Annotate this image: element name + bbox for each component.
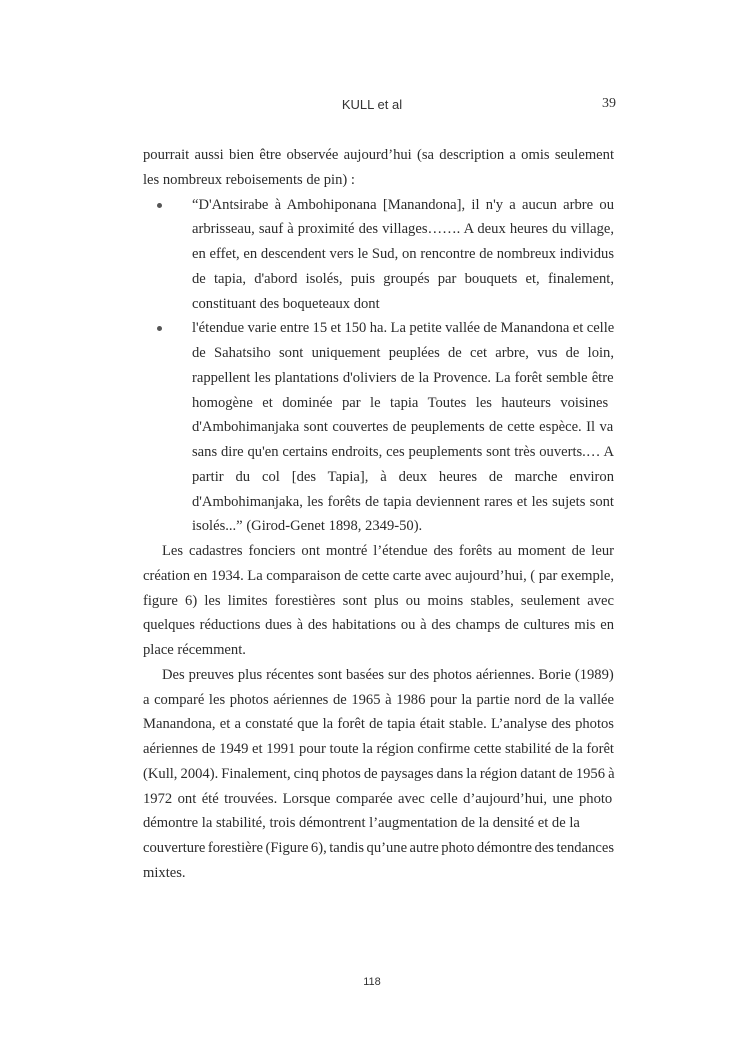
footer-page-number: 118: [363, 976, 381, 988]
text-line: les nombreux reboisements de pin) :: [143, 171, 355, 188]
text-line: Manandona, et a constaté que la forêt de tapia était stable. L’analyse des photos: [143, 716, 614, 733]
text-line: a comparé les photos aériennes de 1965 à 1986 pour la partie nord de la vallée: [143, 691, 614, 708]
text-line: sans dire qu'en certains endroits, ces peuplements sont très ouverts.… A: [192, 444, 614, 460]
text-line: Des preuves plus récentes sont basées sur des photos aériennes. Borie (1989): [162, 666, 614, 683]
text-line: arbrisseau, sauf à proximité des villages……. A deux heures du village,: [192, 221, 614, 238]
text-line: (Kull, 2004). Finalement, cinq photos de paysages dans la région datant de 1956 à: [143, 765, 615, 782]
bullet-icon: [157, 326, 162, 331]
text-line: de tapia, d'abord isolés, puis groupés par bouquets et, finalement,: [192, 270, 614, 287]
text-line: démontre la stabilité, trois démontrent l’augmentation de la densité et de la: [143, 815, 580, 832]
text-line: “D'Antsirabe à Ambohiponana [Manandona], il n'y a aucun arbre ou: [192, 196, 614, 213]
text-line: pourrait aussi bien être observée aujourd’hui (sa description a omis seulement: [143, 147, 614, 163]
text-line: d'Ambohimanjaka, les forêts de tapia deviennent rares et les sujets sont: [192, 493, 614, 510]
text-line: partir du col [des Tapia], à deux heures de marche environ: [192, 468, 614, 485]
text-line: l'étendue varie entre 15 et 150 ha. La petite vallée de Manandona et celle: [192, 320, 615, 337]
text-line: Les cadastres fonciers ont montré l’étendue des forêts au moment de leur: [162, 543, 614, 559]
text-line: homogène et dominée par le tapia Toutes les hauteurs voisines: [192, 394, 609, 411]
bullet-icon: [157, 203, 162, 208]
text-line: couverture forestière (Figure 6), tandis qu’une autre photo démontre des tendances: [143, 840, 614, 856]
text-line: création en 1934. La comparaison de cette carte avec aujourd’hui, ( par exemple,: [143, 567, 614, 584]
journal-page-number: 39: [602, 96, 616, 111]
text-line: aériennes de 1949 et 1991 pour toute la région confirme cette stabilité de la forêt: [143, 741, 614, 757]
text-line: mixtes.: [143, 864, 186, 881]
text-line: 1972 ont été trouvées. Lorsque comparée avec celle d’aujourd’hui, une photo: [143, 790, 613, 807]
text-line: quelques réductions dues à des habitations ou à des champs de cultures mis en: [143, 617, 614, 634]
text-line: d'Ambohimanjaka sont couvertes de peuplements de cette espèce. Il va: [192, 419, 614, 436]
text-line: constituant des boqueteaux dont: [192, 295, 380, 312]
text-line: isolés...” (Girod-Genet 1898, 2349-50).: [192, 518, 423, 535]
text-line: place récemment.: [143, 642, 246, 658]
text-line: rappellent les plantations d'oliviers de la Provence. La forêt semble être: [192, 369, 614, 386]
text-line: en effet, en descendent vers le Sud, on rencontre de nombreux individus: [192, 246, 614, 262]
text-line: de Sahatsiho sont uniquement peuplées de cet arbre, vus de loin,: [192, 345, 614, 361]
running-header: KULL et al: [341, 97, 403, 112]
text-line: figure 6) les limites forestières sont plus ou moins stables, seulement avec: [143, 592, 614, 609]
